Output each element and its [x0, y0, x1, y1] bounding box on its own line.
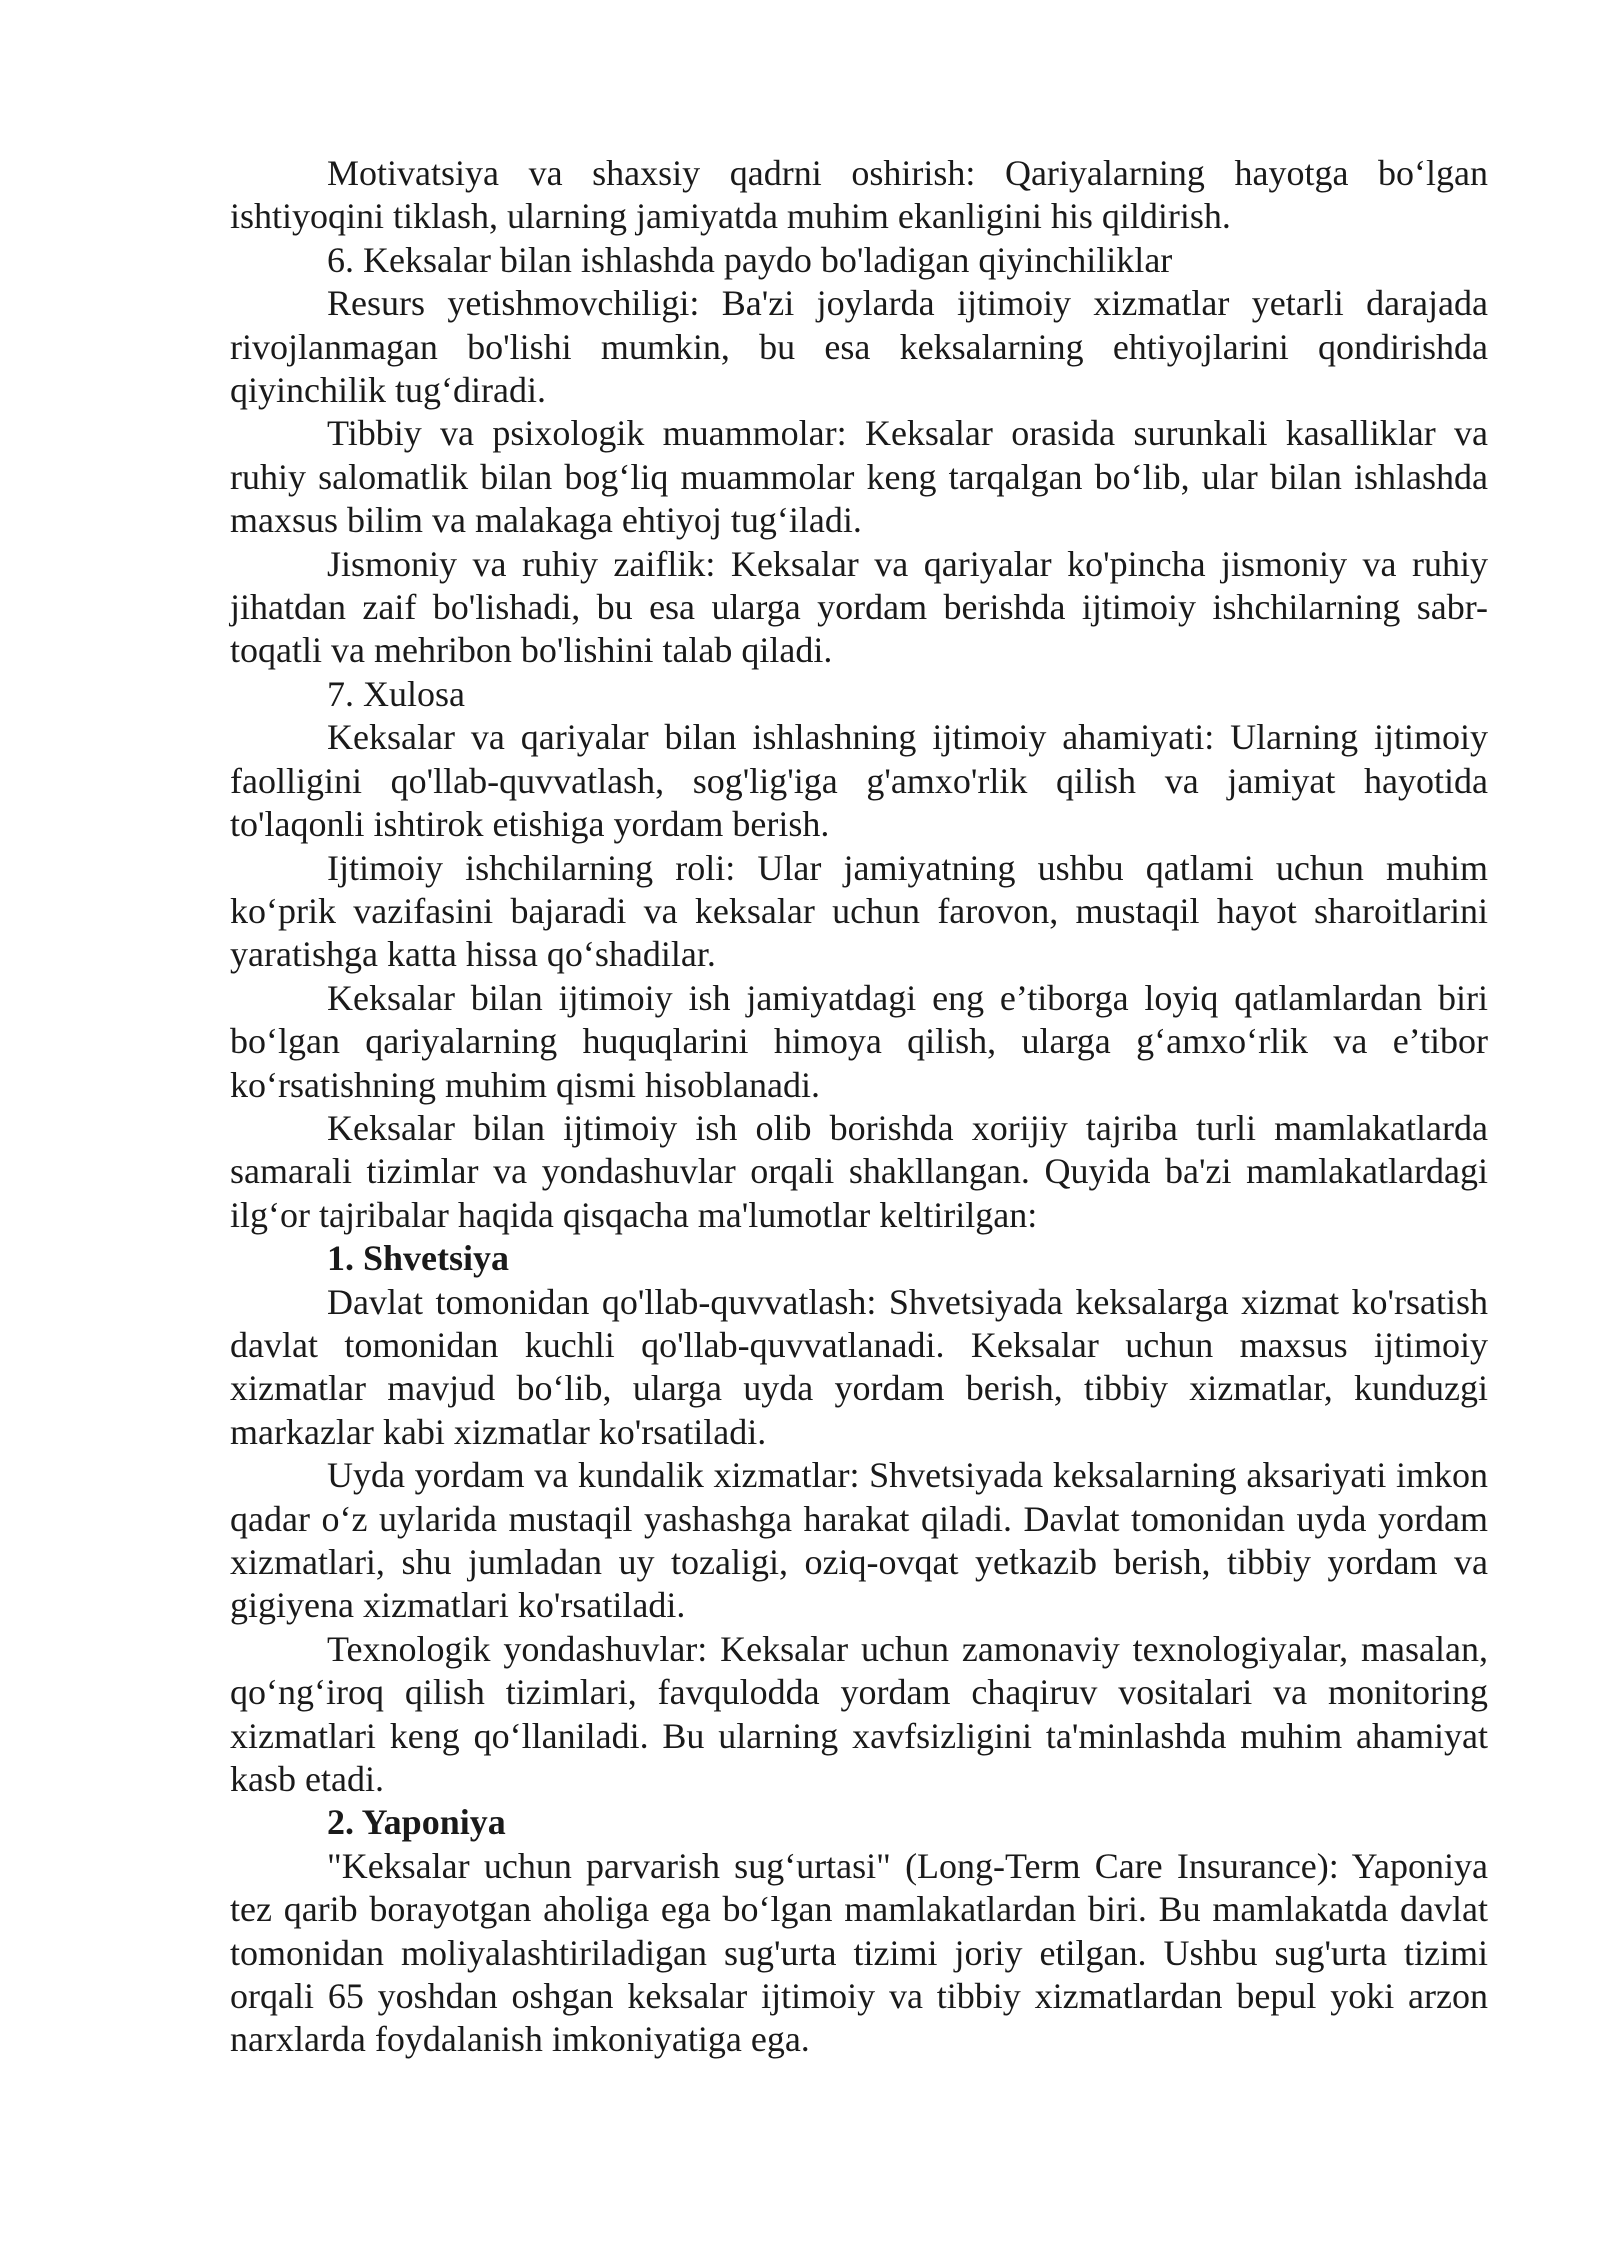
paragraph-rights-protection: Keksalar bilan ijtimoiy ish jamiyatdagi eng e’tiborga loyiq qatlamlardan biri bo‘lgan qariyalarning huquqlarini himoya qilish, ularga g‘amxo‘rlik va e’tibor ko‘rsatishning muhim qismi hisoblanadi.: [230, 977, 1488, 1105]
paragraph-physical-weakness: Jismoniy va ruhiy zaiflik: Keksalar va qariyalar ko'pincha jismoniy va ruhiy jihatdan zaif bo'lishadi, bu esa ularga yordam berishda ijtimoiy ishchilarning sabr-toqatli va mehribon bo'lishini talab qiladi.: [230, 543, 1488, 671]
subheading-sweden: 1. Shvetsiya: [327, 1238, 510, 1279]
document-page: [230, 152, 1488, 2062]
section-heading-6: 6. Keksalar bilan ishlashda paydo bo'ladigan qiyinchiliklar: [327, 239, 1173, 280]
paragraph-home-care: Uyda yordam va kundalik xizmatlar: Shvetsiyada keksalarning aksariyati imkon qadar o‘z uylarida mustaqil yashashga harakat qiladi. Davlat tomonidan uyda yordam xizmatlari, shu jumladan uy tozaligi, oziq-ovqat yetkazib berish, tibbiy yordam va gigiyena xizmatlari ko'rsatiladi.: [230, 1455, 1488, 1626]
paragraph-care-insurance: "Keksalar uchun parvarish sug‘urtasi" (Long-Term Care Insurance): Yaponiya tez qarib borayotgan aholiga ega bo‘lgan mamlakatlardan biri. Bu mamlakatda davlat tomonidan moliyalashtiriladigan sug'urta tizimi joriy etilgan. Ushbu sug'urta tizimi orqali 65 yoshdan oshgan keksalar ijtimoiy va tibbiy xizmatlardan bepul yoki arzon narxlarda foydalanish imkoniyatiga ega.: [230, 1845, 1488, 2060]
paragraph-social-workers-role: Ijtimoiy ishchilarning roli: Ular jamiyatning ushbu qatlami uchun muhim ko‘prik vazifasini bajaradi va keksalar uchun farovon, mustaqil hayot sharoitlarini yaratishga katta hissa qo‘shadilar.: [230, 847, 1488, 975]
paragraph-foreign-experience: Keksalar bilan ijtimoiy ish olib borishda xorijiy tajriba turli mamlakatlarda samarali tizimlar va yondashuvlar orqali shakllangan. Quyida ba'zi mamlakatlardagi ilg‘or tajribalar haqida qisqacha ma'lumotlar keltirilgan:: [230, 1107, 1488, 1235]
subheading-japan: 2. Yaponiya: [327, 1802, 506, 1843]
paragraph-technology: Texnologik yondashuvlar: Keksalar uchun zamonaviy texnologiyalar, masalan, qo‘ng‘iroq qilish tizimlari, favqulodda yordam chaqiruv vositalari va monitoring xizmatlari keng qo‘llaniladi. Bu ularning xavfsizligini ta'minlashda muhim ahamiyat kasb etadi.: [230, 1628, 1488, 1800]
paragraph-medical-problems: Tibbiy va psixologik muammolar: Keksalar orasida surunkali kasalliklar va ruhiy salomatlik bilan bog‘liq muammolar keng tarqalgan bo‘lib, ular bilan ishlashda maxsus bilim va malakaga ehtiyoj tug‘iladi.: [230, 413, 1488, 541]
paragraph-state-support: Davlat tomonidan qo'llab-quvvatlash: Shvetsiyada keksalarga xizmat ko'rsatish davlat tomonidan kuchli qo'llab-quvvatlanadi. Keksalar uchun maxsus ijtimoiy xizmatlar mavjud bo‘lib, ularga uyda yordam berish, tibbiy xizmatlar, kunduzgi markazlar kabi xizmatlar ko'rsatiladi.: [230, 1281, 1488, 1452]
paragraph-resource-shortage: Resurs yetishmovchiligi: Ba'zi joylarda ijtimoiy xizmatlar yetarli darajada rivojlanmagan bo'lishi mumkin, bu esa keksalarning ehtiyojlarini qondirishda qiyinchilik tug‘diradi.: [230, 283, 1488, 411]
paragraph-motivation: Motivatsiya va shaxsiy qadrni oshirish: Qariyalarning hayotga bo‘lgan ishtiyoqini tiklash, ularning jamiyatda muhim ekanligini his qildirish.: [230, 153, 1488, 237]
paragraph-social-importance: Keksalar va qariyalar bilan ishlashning ijtimoiy ahamiyati: Ularning ijtimoiy faolligini qo'llab-quvvatlash, sog'lig'iga g'amxo'rlik qilish va jamiyat hayotida to'laqonli ishtirok etishiga yordam berish.: [230, 717, 1488, 845]
section-heading-7: 7. Xulosa: [327, 673, 465, 714]
